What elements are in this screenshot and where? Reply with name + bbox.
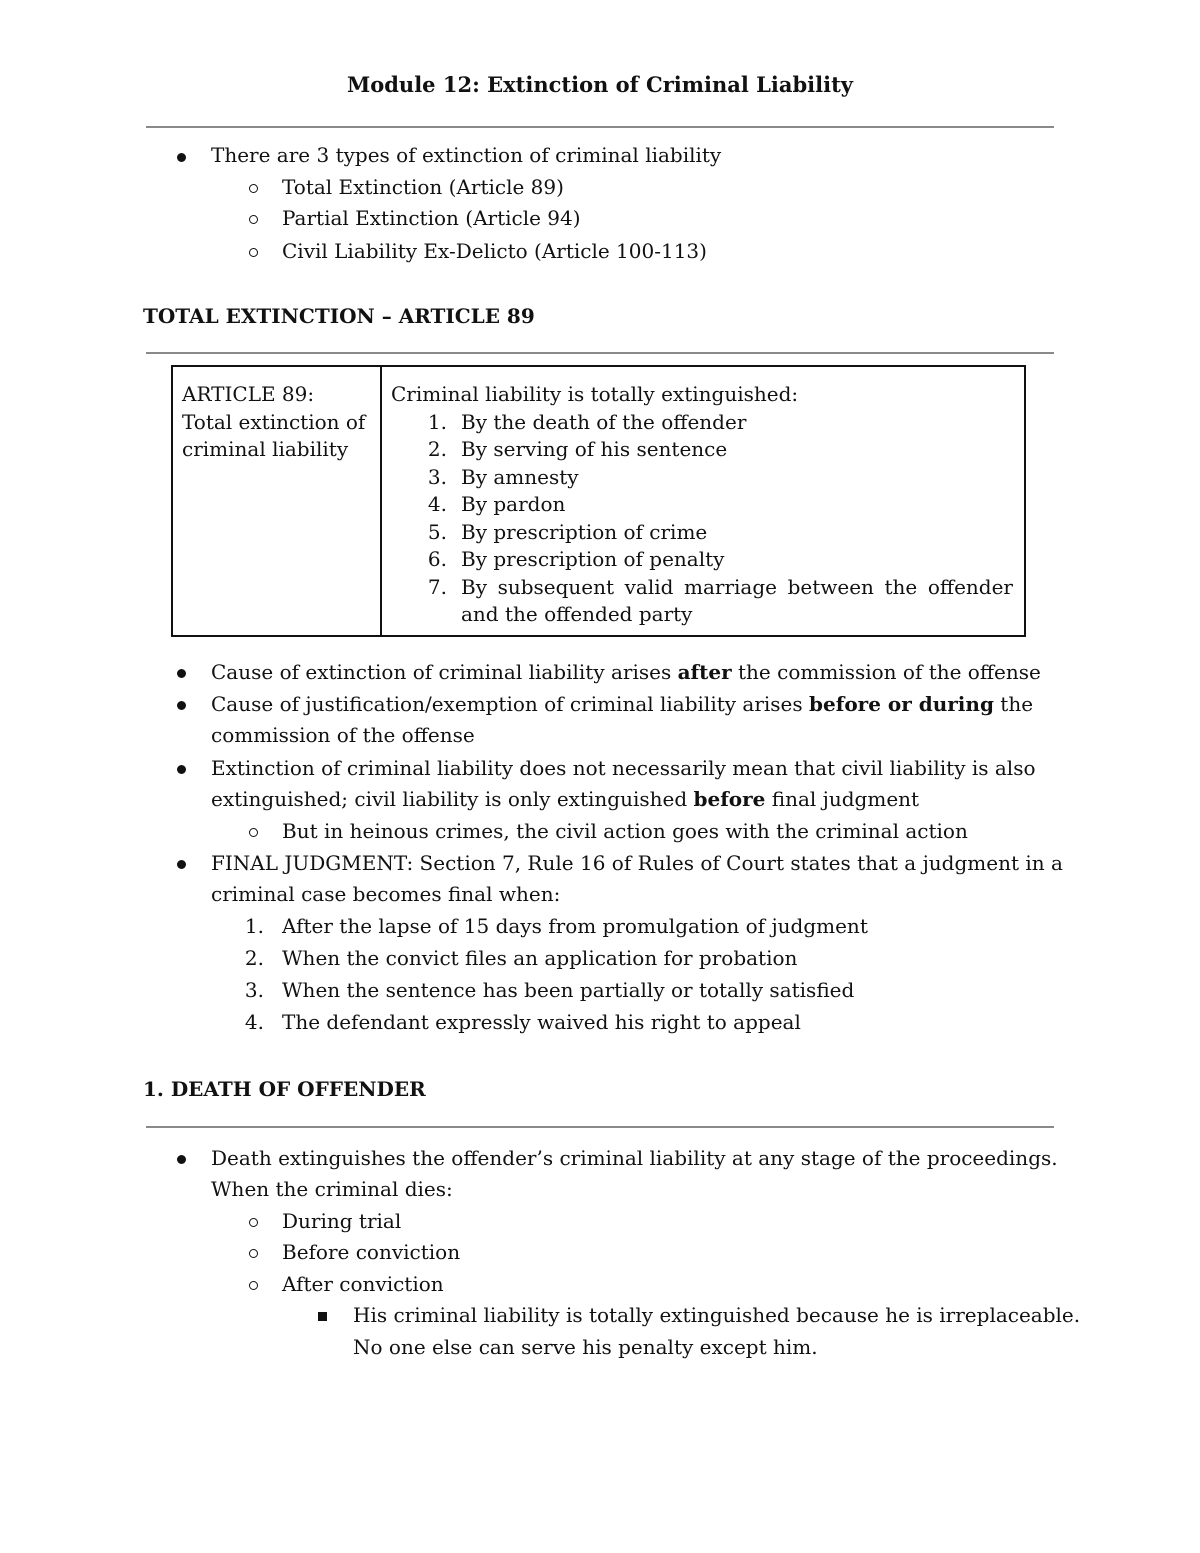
circle-bullet-icon (249, 1249, 258, 1258)
article-89-table (171, 365, 1026, 637)
sub-bullet-text: After conviction (282, 1272, 444, 1296)
bullet-text: Death extinguishes the offender’s criminal liability at any stage of the proceedings. (211, 1146, 1058, 1170)
article-title-line: criminal liability (182, 437, 349, 461)
list-number: 3. (244, 978, 264, 1002)
circle-bullet-icon (249, 215, 258, 224)
bullet-icon (177, 765, 186, 774)
bullet-icon (177, 153, 186, 162)
article-label: ARTICLE 89: (182, 382, 315, 406)
circle-bullet-icon (249, 248, 258, 257)
list-number: 1. (244, 914, 264, 938)
section-heading-total-extinction: TOTAL EXTINCTION – ARTICLE 89 (143, 304, 535, 328)
bullet-icon (177, 860, 186, 869)
table-list-item: 3. By amnesty (427, 464, 579, 489)
table-cell-article (182, 381, 377, 464)
circle-bullet-icon (249, 184, 258, 193)
intro-subitem: Partial Extinction (Article 94) (282, 206, 581, 230)
table-list-item: 2. By serving of his sentence (427, 437, 728, 461)
article-title-line: Total extinction of (182, 409, 366, 434)
bullet-text-continued: extinguished; civil liability is only extinguished before final judgment (211, 787, 920, 811)
circle-bullet-icon (249, 1218, 258, 1227)
bullet-icon (177, 669, 186, 678)
bullet-text: FINAL JUDGMENT: Section 7, Rule 16 of Rules of Court states that a judgment in a (211, 851, 1063, 875)
sub-bullet-text: During trial (282, 1209, 402, 1233)
intro-subitem: Civil Liability Ex-Delicto (Article 100-113) (282, 239, 707, 263)
bullet-text-continued: commission of the offense (211, 723, 475, 747)
sub-bullet-text: But in heinous crimes, the civil action goes with the criminal action (282, 819, 968, 843)
table-list-item-continued: and the offended party (461, 602, 693, 626)
page-title: Module 12: Extinction of Criminal Liability (347, 72, 853, 97)
bullet-icon (177, 1155, 186, 1164)
table-intro: Criminal liability is totally extinguished: (391, 382, 799, 406)
bullet-text-continued: When the criminal dies: (211, 1177, 453, 1201)
table-list-item: 7. By subsequent valid marriage between the offender (427, 574, 1013, 599)
circle-bullet-icon (249, 1281, 258, 1290)
bullet-text: Cause of justification/exemption of criminal liability arises before or during the (211, 692, 1034, 716)
circle-bullet-icon (249, 828, 258, 837)
sub-sub-bullet-text-continued: No one else can serve his penalty except him. (353, 1335, 818, 1359)
intro-text: There are 3 types of extinction of criminal liability (211, 143, 722, 167)
numbered-item: After the lapse of 15 days from promulgation of judgment (282, 914, 868, 938)
numbered-item: When the convict files an application for probation (282, 946, 798, 970)
numbered-item: When the sentence has been partially or totally satisfied (282, 978, 855, 1002)
list-number: 4. (244, 1010, 264, 1034)
sub-bullet-text: Before conviction (282, 1240, 461, 1264)
square-bullet-icon (318, 1312, 327, 1321)
section-divider (146, 352, 1054, 354)
bullet-text: Extinction of criminal liability does not necessarily mean that civil liability is also (211, 756, 1036, 780)
table-list-item: 4. By pardon (427, 492, 566, 516)
title-divider (146, 126, 1054, 128)
bullet-icon (177, 701, 186, 710)
bullet-text: Cause of extinction of criminal liability arises after the commission of the offense (211, 660, 1041, 684)
intro-subitem: Total Extinction (Article 89) (282, 175, 564, 199)
section-heading-death-of-offender: 1. DEATH OF OFFENDER (143, 1077, 426, 1101)
sub-sub-bullet-text: His criminal liability is totally extinguished because he is irreplaceable. (353, 1303, 1081, 1327)
table-column-divider (380, 367, 382, 635)
section-divider (146, 1126, 1054, 1128)
list-number: 2. (244, 946, 264, 970)
bullet-text-continued: criminal case becomes final when: (211, 882, 561, 906)
table-cell-content (391, 381, 1013, 629)
table-list-item: 5. By prescription of crime (427, 519, 708, 544)
table-list-item: 6. By prescription of penalty (427, 547, 725, 571)
numbered-item: The defendant expressly waived his right to appeal (282, 1010, 801, 1034)
table-list-item: 1. By the death of the offender (427, 409, 747, 434)
